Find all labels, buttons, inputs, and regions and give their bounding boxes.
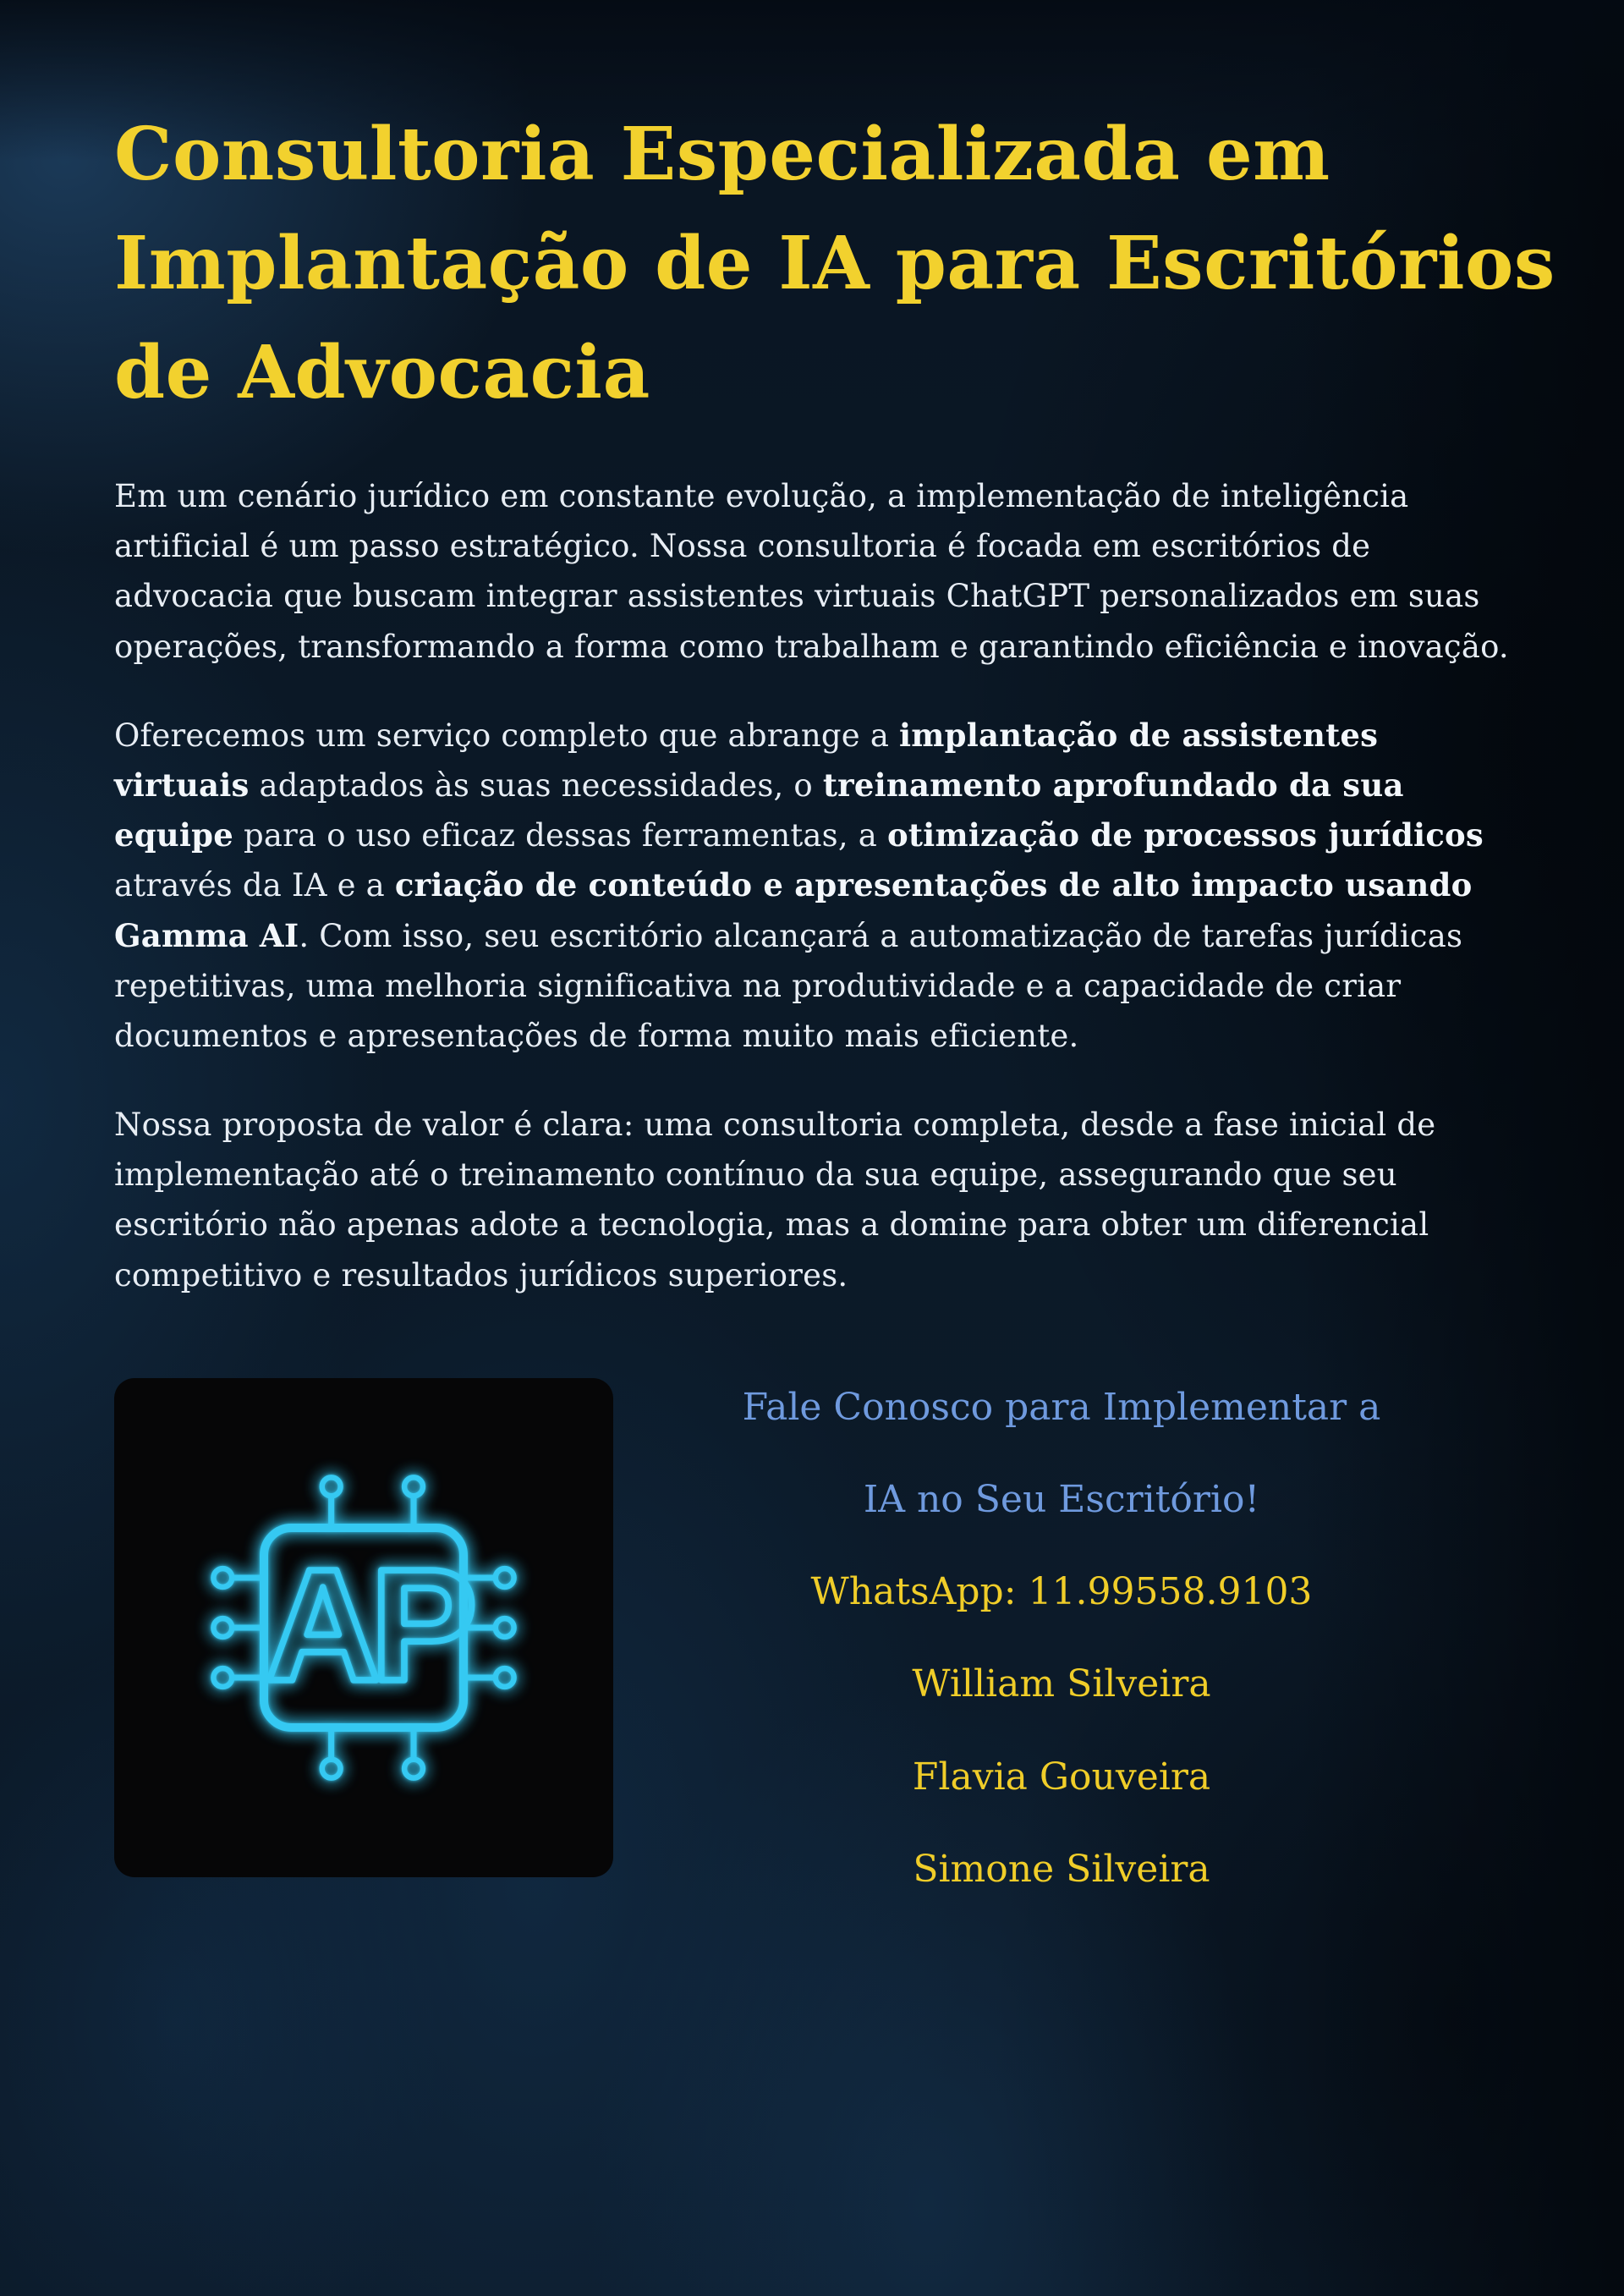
intro-paragraph: Em um cenário jurídico em constante evolução, a implementação de inteligência artificial é um passo estratégico. Nossa consultoria é focada em escritórios de advocacia que buscam integrar assistentes virtuais ChatGPT personalizados em suas operações, transformando a forma como trabalham e garantindo eficiência e inovação. (114, 478, 1509, 665)
contact-name-william: William Silveira (912, 1662, 1211, 1706)
contact-name-flavia: Flavia Gouveira (912, 1755, 1211, 1799)
ap-chip-icon (114, 1378, 613, 1877)
title-line-2: Implantação de IA para Escritórios (114, 221, 1555, 306)
page-title (114, 100, 1555, 427)
bold-text-segment: criação de conteúdo e apresentações de alto impacto usando Gamma AI (114, 866, 1473, 954)
contact-cta-line-1: Fale Conosco para Implementar a (742, 1385, 1381, 1429)
chip-letters: AP (265, 1535, 468, 1715)
contact-section (114, 1378, 1510, 1937)
bold-text-segment: implantação de assistentes virtuais (114, 716, 1379, 804)
content-area (114, 0, 1555, 1937)
services-paragraph (114, 711, 1510, 1061)
text-segment: através da IA e a (114, 867, 395, 904)
title-line-3: de Advocacia (114, 330, 650, 415)
bold-text-segment: otimização de processos jurídicos (887, 816, 1484, 854)
whatsapp-number: WhatsApp: 11.99558.9103 (810, 1570, 1313, 1614)
text-segment: . Com isso, seu escritório alcançará a automatização de tarefas jurídicas repetitivas, uma melhoria significativa na produtividade e a capacidade de criar documentos e apresentações de forma muito mais eficiente. (114, 917, 1463, 1054)
title-line-1: Consultoria Especializada em (114, 112, 1330, 197)
spacer (114, 427, 1510, 471)
contact-name-simone: Simone Silveira (913, 1847, 1210, 1891)
contact-cta-line-2: IA no Seu Escritório! (863, 1478, 1260, 1521)
value-proposition-paragraph: Nossa proposta de valor é clara: uma consultoria completa, desde a fase inicial de implementação até o treinamento contínuo da sua equipe, assegurando que seu escritório não apenas adote a tecnologia, mas a domine para obter um diferencial competitivo e resultados jurídicos superiores. (114, 1107, 1436, 1294)
ap-logo-card (114, 1378, 613, 1877)
contact-info (613, 1378, 1510, 1937)
text-segment: Oferecemos um serviço completo que abrange a (114, 717, 900, 754)
bold-text-segment: treinamento aprofundado da sua equipe (114, 766, 1404, 854)
text-segment: para o uso eficaz dessas ferramentas, a (233, 817, 888, 854)
text-segment: adaptados às suas necessidades, o (249, 766, 823, 804)
